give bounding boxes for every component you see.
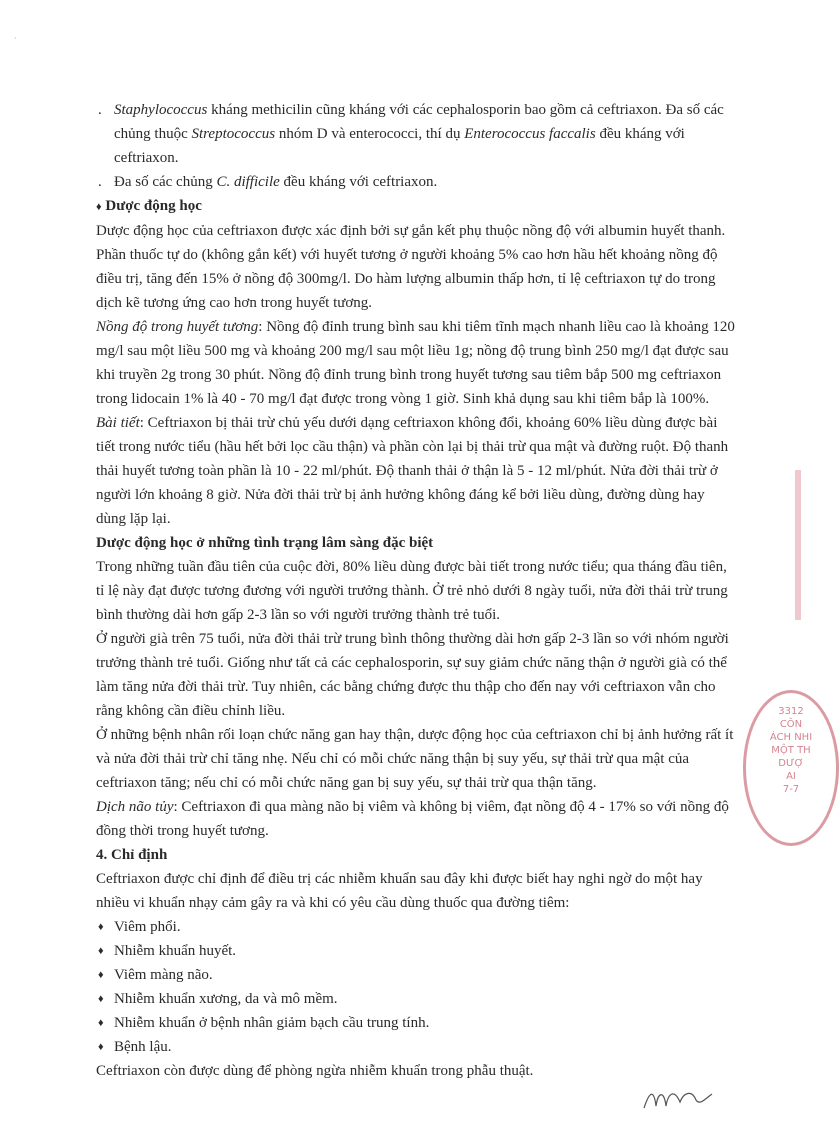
- special-para-1: Trong những tuần đầu tiên của cuộc đời, 80% liều dùng được bài tiết trong nước tiểu; qua tháng đầu tiên, tỉ lệ này đạt được tương đương với người trưởng thành. Ở trẻ nhỏ dưới 8 ngày tuổi, nửa đời thải trừ trung bình thường dài hơn gấp 2-3 lần so với người trưởng thành trẻ tuổi.: [96, 559, 728, 623]
- list-item: [96, 939, 736, 963]
- intro-text-part: C. difficile: [216, 174, 280, 190]
- intro-bullet-1-text: [114, 98, 736, 170]
- special-heading: Dược động học ở những tình trạng lâm sàng đặc biệt: [96, 535, 434, 551]
- pk-plasma-text: : Nồng độ đỉnh trung bình sau khi tiêm tĩnh mạch nhanh liều cao là khoảng 120 mg/l sau một liều 500 mg và khoảng 200 mg/l sau một liều 1g; nồng độ trung bình 250 mg/l đạt được sau khi truyền 2g trong 30 phút. Nồng độ đỉnh trung bình trong huyết tương sau tiêm bắp 500 mg ceftriaxon trong lidocain 1% là 40 - 70 mg/l đạt được trong vòng 1 giờ. Sinh khả dụng sau khi tiêm bắp là 100%.: [96, 319, 735, 407]
- bullet-dot-icon: .: [98, 102, 102, 118]
- pk-excretion-text: : Ceftriaxon bị thải trừ chủ yếu dưới dạng ceftriaxon không đổi, khoảng 60% liều dùng được bài tiết trong nước tiểu (hầu hết bởi lọc cầu thận) và phần còn lại bị thải trừ qua mật và đường ruột. Độ thanh thải huyết tương toàn phần là 10 - 22 ml/phút. Độ thanh thải ở thận là 5 - 12 ml/phút. Nửa đời thải trừ ở người lớn khoảng 8 giờ. Nửa đời thải trừ bị ảnh hưởng không đáng kể bởi liều dùng, đường dùng hay dùng lặp lại.: [96, 415, 729, 527]
- stamp-line: MỘT TH: [771, 745, 811, 756]
- list-item-text: Bệnh lậu.: [114, 1039, 172, 1055]
- stamp-text: [746, 705, 836, 796]
- stamp-line: 7-7: [782, 784, 800, 795]
- intro-text-part: kháng methicilin cũng kháng với các cephalosporin bao gồm cả ceftriaxon. Đa số các chủng thuộc: [114, 102, 724, 142]
- pk-heading-text: Dược động học: [105, 198, 202, 214]
- intro-bullet-2-text: [114, 170, 736, 194]
- diamond-bullet-icon: ♦: [98, 945, 104, 957]
- diamond-bullet-icon: ♦: [98, 969, 104, 981]
- stamp-line: ÁCH NHI: [769, 732, 813, 743]
- diamond-bullet-icon: ♦: [98, 921, 104, 933]
- indication-list: [96, 915, 736, 1059]
- intro-text-part: đều kháng với ceftriaxon.: [114, 126, 685, 166]
- intro-text-part: đều kháng với ceftriaxon.: [279, 174, 438, 190]
- list-item: [96, 963, 736, 987]
- intro-bullet-1: [96, 98, 736, 170]
- diamond-bullet-icon: ♦: [98, 1041, 104, 1053]
- intro-bullet-2: [96, 170, 736, 194]
- bullet-dot-icon: .: [98, 174, 102, 190]
- signature-icon: [640, 1080, 720, 1116]
- special-para-3: Ở những bệnh nhân rối loạn chức năng gan hay thận, dược động học của ceftriaxon chỉ bị ảnh hưởng rất ít và nửa đời thải trừ chỉ tăng nhẹ. Nếu chỉ có mỗi chức năng thận bị suy yếu, sự thải trừ qua mật của ceftriaxon tăng; nếu chỉ có mỗi chức năng gan bị suy yếu, sự thải trừ qua thận tăng.: [96, 727, 734, 791]
- pk-plasma-para: [96, 315, 736, 411]
- stamp-line: DƯỢ: [778, 758, 804, 769]
- list-item-text: Nhiễm khuẩn huyết.: [114, 943, 237, 959]
- special-para-2: Ở người già trên 75 tuổi, nửa đời thải trừ trung bình thông thường dài hơn gấp 2-3 lần so với nhóm người trưởng thành trẻ tuổi. Giống như tất cả các cephalosporin, sự suy giảm chức năng thận ở người già có thể làm tăng nửa đời thải trừ. Tuy nhiên, các bằng chứng được thu thập cho đến nay với ceftriaxon vẫn cho rằng không cần điều chỉnh liều.: [96, 631, 729, 719]
- csf-para: [96, 795, 736, 843]
- stamp-line: CÔN: [779, 719, 803, 730]
- list-item: [96, 915, 736, 939]
- list-item-text: Viêm phổi.: [114, 919, 181, 935]
- stamp-line: 3312: [778, 706, 804, 717]
- list-item-text: Nhiễm khuẩn ở bệnh nhân giảm bạch cầu trung tính.: [114, 1015, 430, 1031]
- indication-outro: Ceftriaxon còn được dùng để phòng ngừa nhiễm khuẩn trong phẫu thuật.: [96, 1063, 534, 1079]
- intro-text-part: nhóm D và enterococci, thí dụ: [275, 126, 465, 142]
- pk-excretion-para: [96, 411, 736, 531]
- csf-label: Dịch não tủy: [96, 799, 174, 815]
- intro-text-part: Streptococcus: [191, 126, 276, 142]
- pk-plasma-label: Nồng độ trong huyết tương: [96, 319, 259, 335]
- diamond-bullet-icon: ♦: [96, 201, 102, 213]
- document-page: [96, 98, 736, 1083]
- diamond-bullet-icon: ♦: [98, 1017, 104, 1029]
- intro-text-part: Enterococcus faccalis: [464, 126, 596, 142]
- pk-excretion-label: Bài tiết: [96, 415, 140, 431]
- intro-text-part: Đa số các chủng: [114, 174, 217, 190]
- stamp-line: AI: [786, 771, 796, 782]
- intro-text-part: Staphylococcus: [114, 102, 208, 118]
- pk-para-1: Dược động học của ceftriaxon được xác định bởi sự gắn kết phụ thuộc nồng độ với albumin huyết thanh. Phần thuốc tự do (không gắn kết) với huyết tương ở người khoảng 5% cao hơn hầu hết khoảng nồng độ điều trị, tăng đến 15% ở nồng độ 300mg/l. Do hàm lượng albumin thấp hơn, tỉ lệ ceftriaxon tự do trong dịch kẽ tương ứng cao hơn trong huyết tương.: [96, 223, 726, 311]
- list-item-text: Viêm màng não.: [114, 967, 213, 983]
- company-stamp: [743, 690, 839, 846]
- csf-text: : Ceftriaxon đi qua màng não bị viêm và không bị viêm, đạt nồng độ 4 - 17% so với nồng độ đồng thời trong huyết tương.: [96, 799, 729, 839]
- pk-heading: [96, 194, 736, 219]
- indication-heading: 4. Chỉ định: [96, 847, 168, 863]
- indication-intro: Ceftriaxon được chỉ định để điều trị các nhiễm khuẩn sau đây khi được biết hay nghi ngờ do một hay nhiều vi khuẩn nhạy cảm gây ra và khi có yêu cầu dùng thuốc qua đường tiêm:: [96, 871, 703, 911]
- diamond-bullet-icon: ♦: [98, 993, 104, 1005]
- list-item-text: Nhiễm khuẩn xương, da và mô mềm.: [114, 991, 338, 1007]
- list-item: [96, 987, 736, 1011]
- stamp-edge-mark: [795, 470, 801, 620]
- list-item: [96, 1011, 736, 1035]
- list-item: [96, 1035, 736, 1059]
- scan-mark: ·: [14, 34, 17, 43]
